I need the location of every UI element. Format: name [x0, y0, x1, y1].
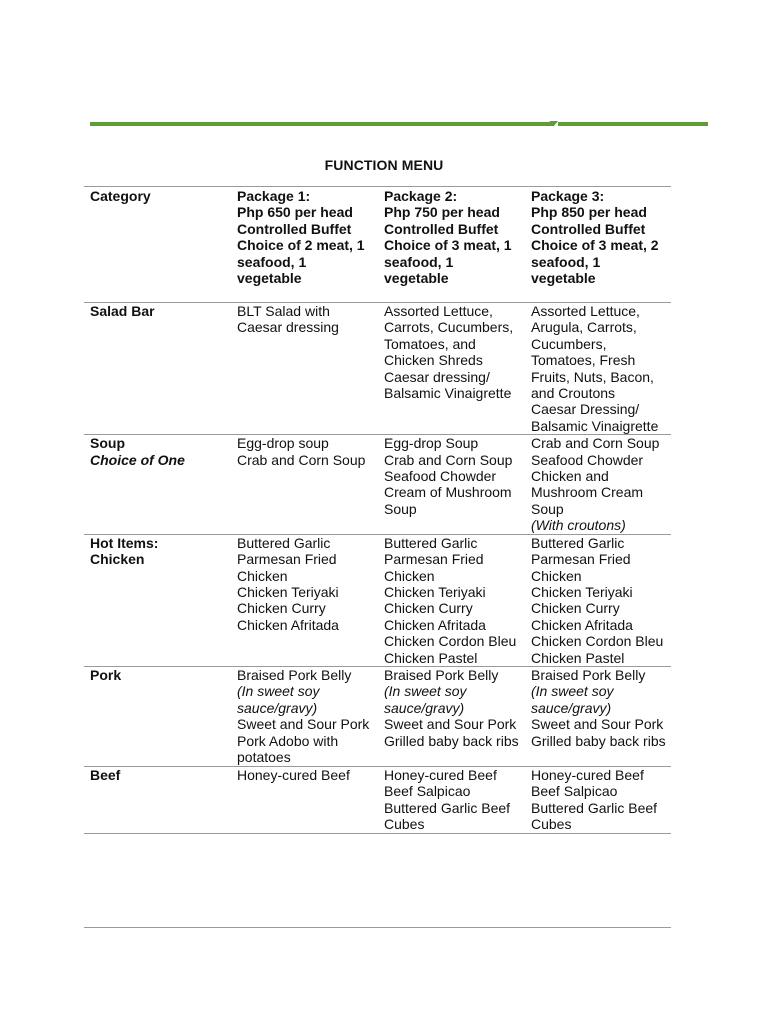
category-cell: Soup Choice of One	[84, 435, 231, 534]
package-3-cell: Braised Pork Belly (In sweet soy sauce/gravy) Sweet and Sour Pork Grilled baby back ribs	[525, 666, 671, 766]
table-row-beef	[84, 766, 671, 833]
category-cell: Hot Items: Chicken	[84, 534, 231, 666]
header-green-rule-right	[558, 122, 708, 126]
package-2-cell: Assorted Lettuce, Carrots, Cucumbers, Tomatoes, and Chicken Shreds Caesar dressing/ Balsamic Vinaigrette	[378, 303, 525, 435]
package-3-cell: Buttered Garlic Parmesan Fried Chicken Chicken Teriyaki Chicken Curry Chicken Afritada Chicken Cordon Bleu Chicken Pastel	[525, 534, 671, 666]
header-category: Category	[84, 187, 231, 303]
category-cell: Beef	[84, 766, 231, 833]
table-row-salad-bar	[84, 303, 671, 435]
table-header-row	[84, 187, 671, 303]
package-1-cell: BLT Salad with Caesar dressing	[231, 303, 378, 435]
header-package-3: Package 3: Php 850 per head Controlled Buffet Choice of 3 meat, 2 seafood, 1 vegetable	[525, 187, 671, 303]
package-2-cell: Egg-drop Soup Crab and Corn Soup Seafood Chowder Cream of Mushroom Soup	[378, 435, 525, 534]
package-3-cell: Crab and Corn Soup Seafood Chowder Chicken and Mushroom Cream Soup (With croutons)	[525, 435, 671, 534]
package-1-cell: Braised Pork Belly (In sweet soy sauce/gravy) Sweet and Sour Pork Pork Adobo with potatoes	[231, 666, 378, 766]
table-row-pork	[84, 666, 671, 766]
header-package-2: Package 2: Php 750 per head Controlled Buffet Choice of 3 meat, 1 seafood, 1 vegetable	[378, 187, 525, 303]
package-1-cell: Honey-cured Beef	[231, 766, 378, 833]
header-package-1: Package 1: Php 650 per head Controlled Buffet Choice of 2 meat, 1 seafood, 1 vegetable	[231, 187, 378, 303]
package-1-cell: Buttered Garlic Parmesan Fried Chicken Chicken Teriyaki Chicken Curry Chicken Afritada	[231, 534, 378, 666]
category-cell: Pork	[84, 666, 231, 766]
package-2-cell: Honey-cured Beef Beef Salpicao Buttered Garlic Beef Cubes	[378, 766, 525, 833]
package-1-cell: Egg-drop soup Crab and Corn Soup	[231, 435, 378, 534]
package-2-cell: Buttered Garlic Parmesan Fried Chicken Chicken Teriyaki Chicken Curry Chicken Afritada Chicken Cordon Bleu Chicken Pastel	[378, 534, 525, 666]
package-3-cell: Honey-cured Beef Beef Salpicao Buttered Garlic Beef Cubes	[525, 766, 671, 833]
footer-rule	[84, 927, 671, 928]
table-row-hot-items-chicken	[84, 534, 671, 666]
table-row-soup	[84, 435, 671, 534]
package-2-cell: Braised Pork Belly (In sweet soy sauce/gravy) Sweet and Sour Pork Grilled baby back ribs	[378, 666, 525, 766]
category-cell: Salad Bar	[84, 303, 231, 435]
document-title: FUNCTION MENU	[324, 157, 444, 173]
package-3-cell: Assorted Lettuce, Arugula, Carrots, Cucumbers, Tomatoes, Fresh Fruits, Nuts, Bacon, and Croutons Caesar Dressing/ Balsamic Vinaigrette	[525, 303, 671, 435]
header-green-rule-left	[90, 122, 550, 126]
function-menu-table	[84, 186, 671, 834]
